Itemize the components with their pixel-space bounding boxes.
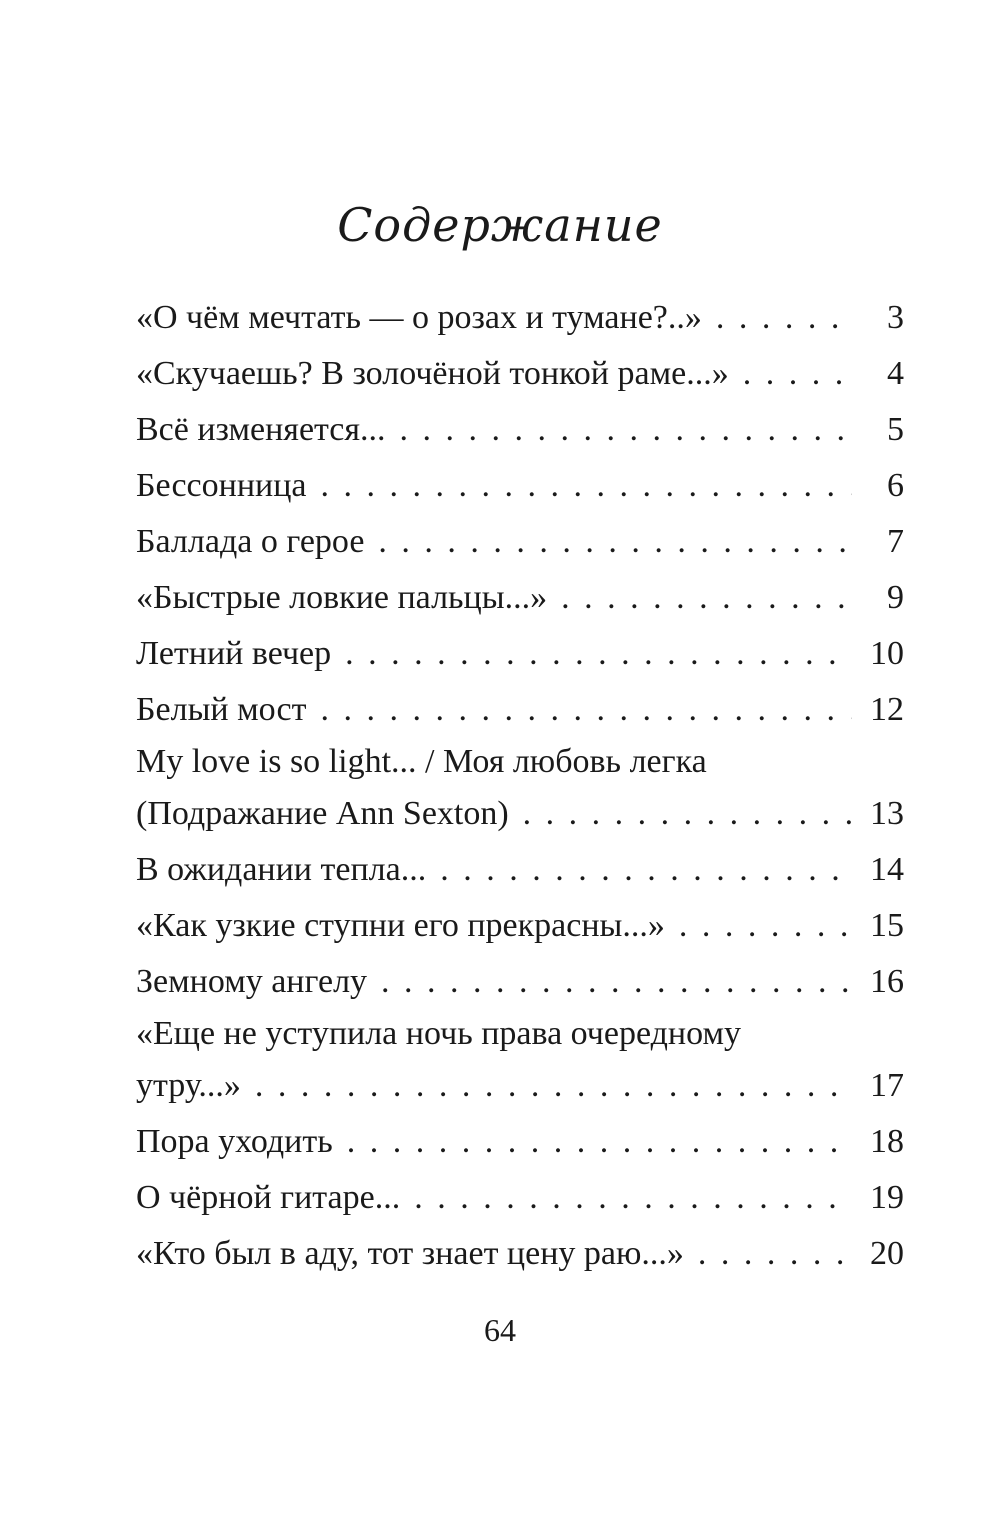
toc-entry-page: 14	[870, 851, 904, 888]
dot-leader	[378, 514, 852, 570]
toc-entry-page: 4	[887, 355, 904, 392]
page-title: Содержание	[337, 198, 663, 252]
dot-leader	[414, 1170, 852, 1226]
toc-entry-page: 15	[870, 907, 904, 944]
toc-entry	[136, 1170, 904, 1226]
toc-entry	[136, 290, 904, 346]
toc-entry	[136, 1226, 904, 1282]
toc-entry-page: 17	[870, 1067, 904, 1104]
dot-leader	[698, 1226, 852, 1282]
toc-entry	[136, 402, 904, 458]
toc-entry-title: «Как узкие ступни его прекрасны...»	[136, 907, 665, 944]
toc-entry	[136, 898, 904, 954]
dot-leader	[381, 954, 852, 1010]
toc-entry-page: 5	[887, 411, 904, 448]
dot-leader	[440, 842, 852, 898]
toc-entry-title: Баллада о герое	[136, 523, 365, 560]
toc-entry-title-line1: My love is so light... / Моя любовь легка	[136, 743, 707, 780]
toc-entry	[136, 682, 904, 738]
toc-entry-page: 12	[870, 691, 904, 728]
dot-leader	[347, 1114, 852, 1170]
toc-entry-title: Белый мост	[136, 691, 307, 728]
toc-entry-title: Земному ангелу	[136, 963, 368, 1000]
toc-entry-title: В ожидании тепла...	[136, 851, 427, 888]
dot-leader	[743, 346, 852, 402]
toc-entry	[136, 570, 904, 626]
toc-entry-title: Бессонница	[136, 467, 307, 504]
toc-entry	[136, 514, 904, 570]
toc-entry	[136, 954, 904, 1010]
toc-entry-title: утру...»	[136, 1067, 241, 1104]
toc-entry	[136, 626, 904, 682]
toc-entry-page: 10	[870, 635, 904, 672]
dot-leader	[345, 626, 852, 682]
toc-entry-title: «Кто был в аду, тот знает цену раю...»	[136, 1235, 684, 1272]
dot-leader	[255, 1058, 852, 1114]
dot-leader	[321, 458, 852, 514]
toc-entry	[136, 1010, 904, 1114]
toc-entry-page: 6	[887, 467, 904, 504]
toc-entry-page: 3	[887, 299, 904, 336]
toc-entry	[136, 1114, 904, 1170]
toc-entry	[136, 458, 904, 514]
toc-entry-title: О чёрной гитаре...	[136, 1179, 401, 1216]
toc-entry-title: «О чём мечтать — о розах и тумане?..»	[136, 299, 702, 336]
toc-entry-title-line1: «Еще не уступила ночь права очередному	[136, 1015, 741, 1052]
toc-entry-title: (Подражание Ann Sexton)	[136, 795, 509, 832]
dot-leader	[400, 402, 852, 458]
dot-leader	[716, 290, 852, 346]
toc-entry-title: Летний вечер	[136, 635, 332, 672]
table-of-contents	[136, 290, 904, 1282]
dot-leader	[320, 682, 852, 738]
toc-entry-page: 9	[887, 579, 904, 616]
dot-leader	[523, 786, 852, 842]
toc-entry	[136, 738, 904, 842]
toc-entry-page: 7	[887, 523, 904, 560]
toc-entry-title: Всё изменяется...	[136, 411, 386, 448]
dot-leader	[679, 898, 852, 954]
toc-entry-page: 16	[870, 963, 904, 1000]
toc-entry-title: «Скучаешь? В золочёной тонкой раме...»	[136, 355, 729, 392]
toc-entry-page: 13	[870, 795, 904, 832]
toc-entry-page: 19	[870, 1179, 904, 1216]
toc-entry-title: Пора уходить	[136, 1123, 333, 1160]
toc-entry	[136, 842, 904, 898]
toc-entry-page: 18	[870, 1123, 904, 1160]
page-number: 64	[484, 1312, 516, 1348]
dot-leader	[561, 570, 852, 626]
toc-entry-page: 20	[870, 1235, 904, 1272]
toc-entry-title: «Быстрые ловкие пальцы...»	[136, 579, 548, 616]
toc-entry	[136, 346, 904, 402]
